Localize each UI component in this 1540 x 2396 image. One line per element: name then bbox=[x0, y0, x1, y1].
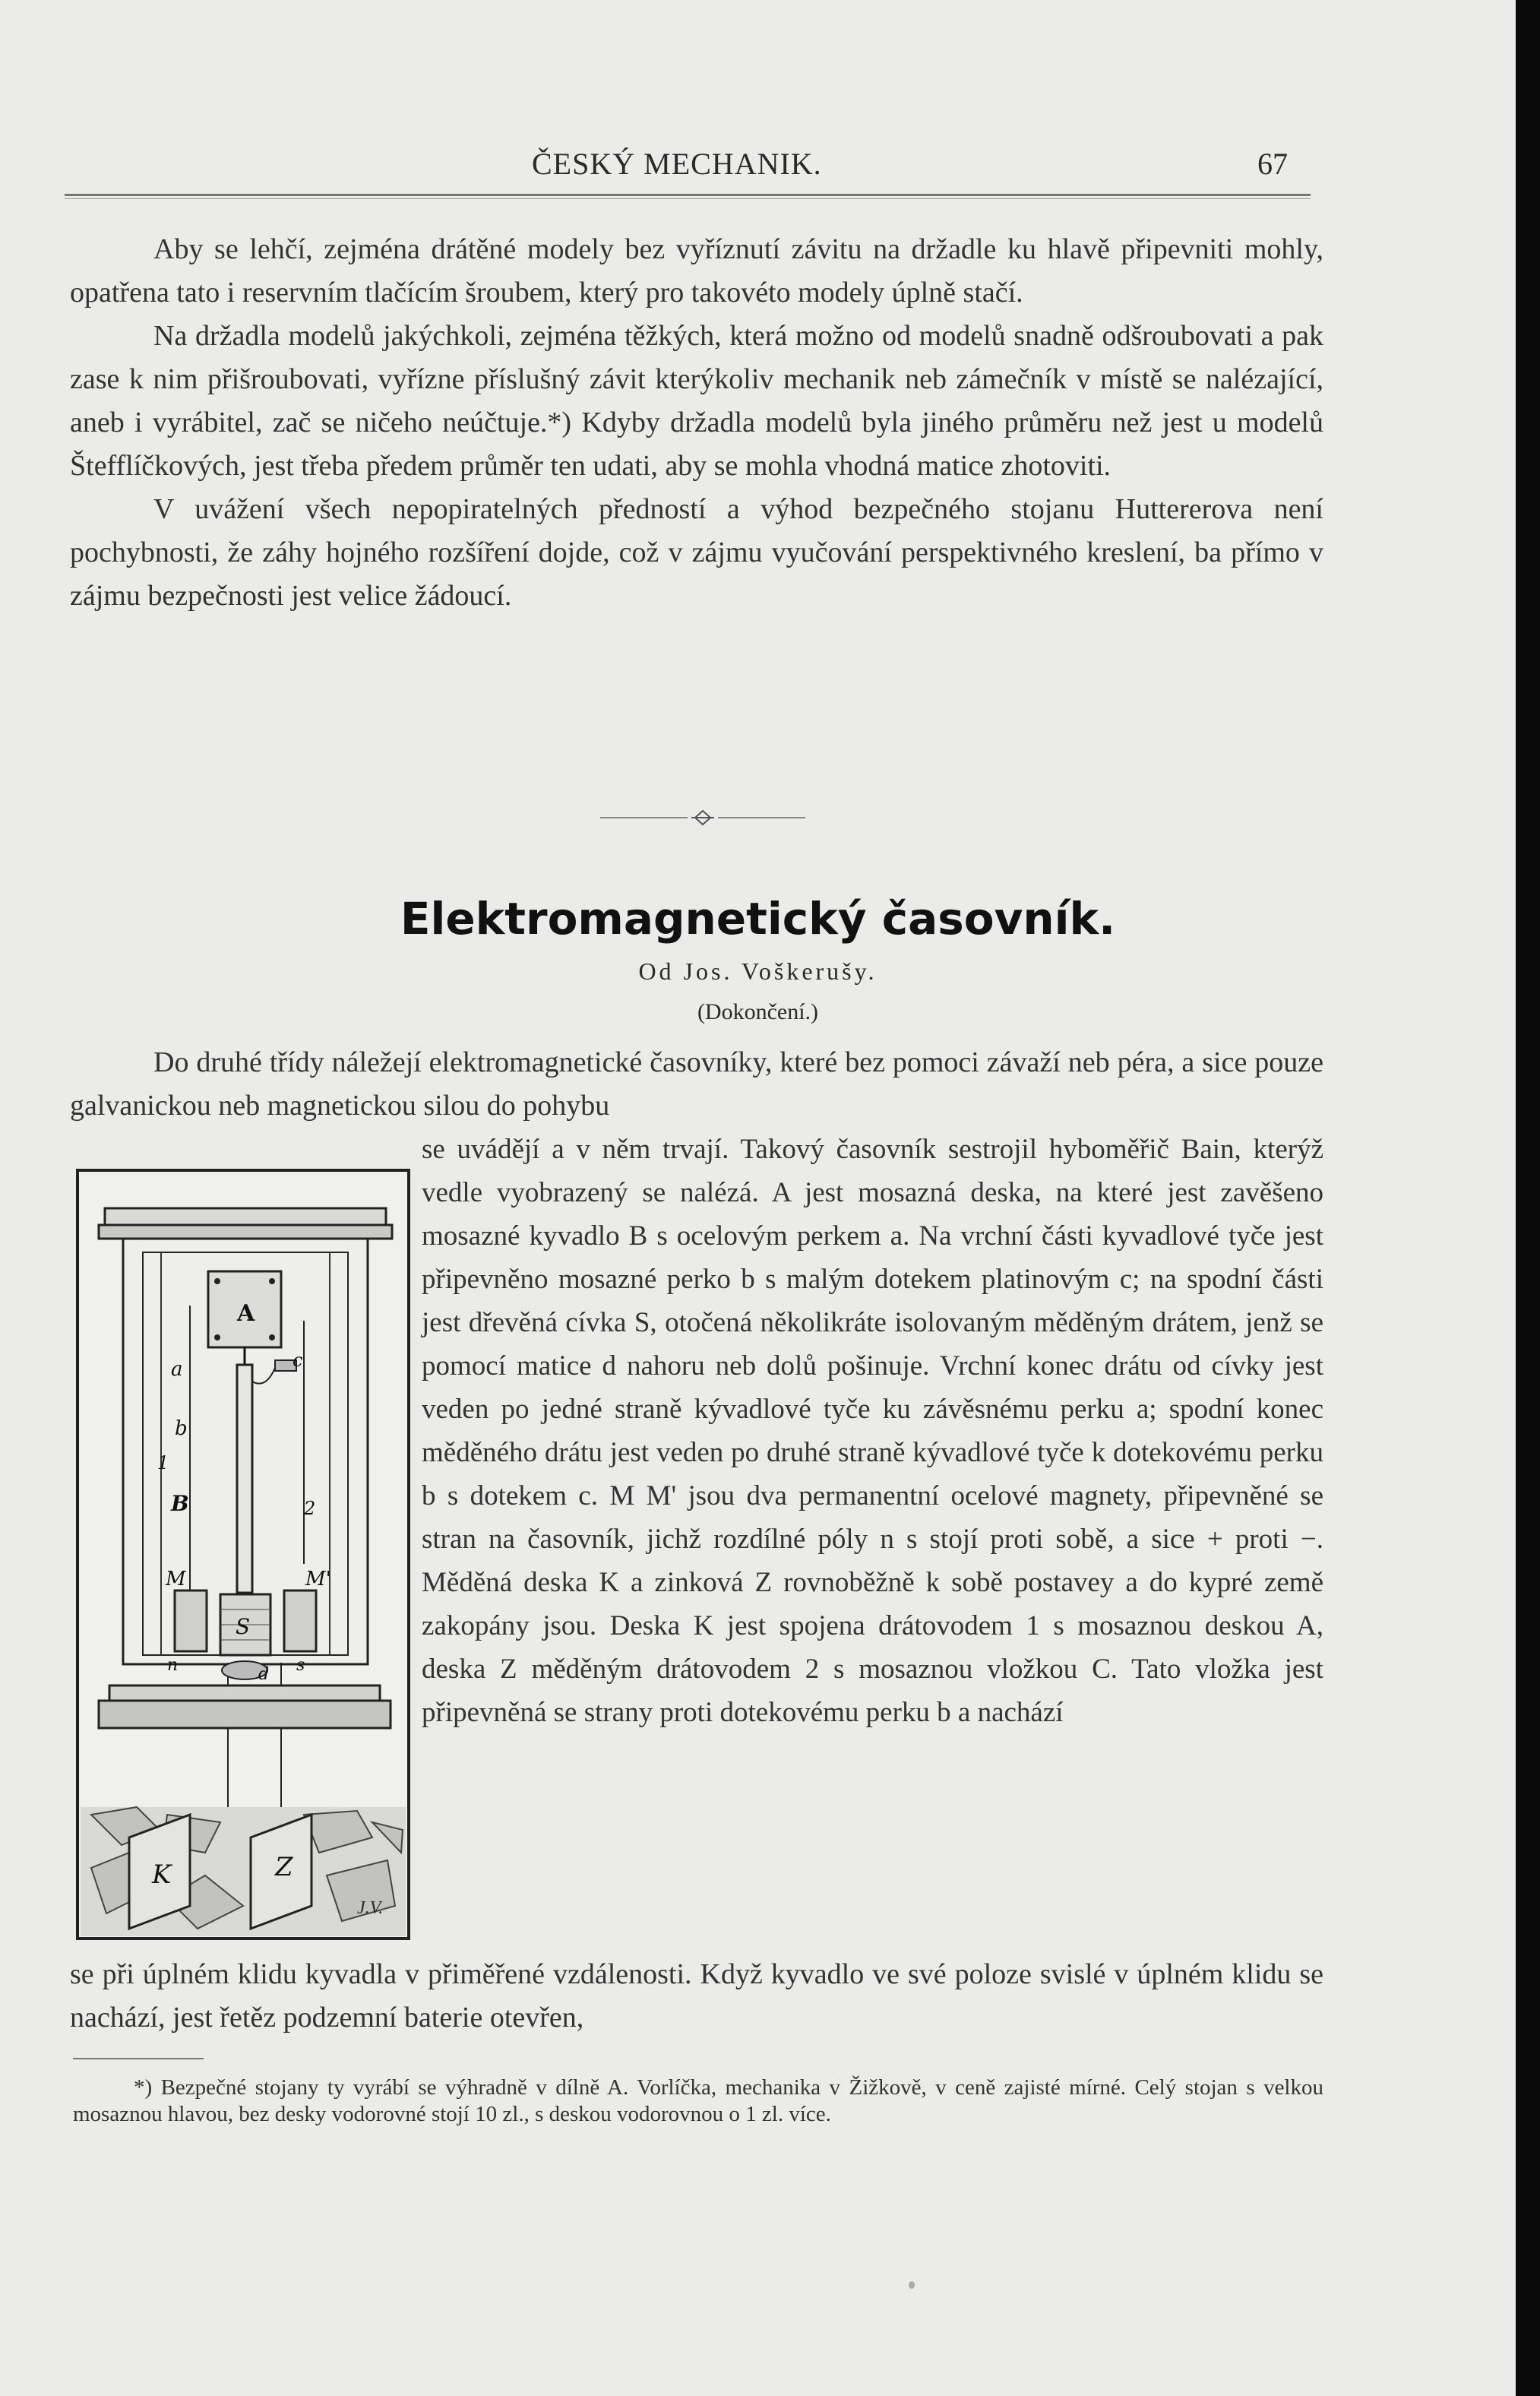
label-wire-1: 1 bbox=[157, 1452, 169, 1473]
article-author: Od Jos. Voškerušy. bbox=[638, 957, 878, 985]
article-wrapped-text: se uvádějí a v něm trvají. Takový časovník sestrojil hyboměřič Bain, kterýž vedle vyobrazený se nalézá. A jest mosazná deska, na které jest zavěšeno mosazné kyvadlo B s ocelovým perkem a. Na vrchní části kyvadlové tyče jest připevněno mosazné perko b s malým dotekem platinovým c; na spodní části jest dřevěná cívka S, otočená několikráte isolovaným měděným drátem, jenž se pomocí matice d nahoru neb dolů pošinuje. Vrchní konec drátu od cívky jest veden po jedné straně kývadlové tyče ku závěsnému perku a; spodní konec měděného drátu jest veden po druhé straně kývadlové tyče k dotekovému perku b s dotekem c. M M' jsou dva permanentní ocelové magnety, připevněné se stran na časovník, jichž rozdílné póly n s stojí proti sobě, a sice + proti −. Měděná deska K a zinková Z rovnoběžně k sobě postavey a do kypré země zakopány jsou. Deska K jest spojena drátovodem 1 s mosaznou deskou A, deska Z měděným drátovodem 2 s mosaznou vložkou C. Tato vložka jest připevněná se strany proti dotekovému perku b a nachází bbox=[422, 1134, 1323, 1728]
label-b: b bbox=[175, 1417, 188, 1440]
previous-article-text bbox=[70, 228, 1323, 618]
label-B: B bbox=[171, 1491, 189, 1516]
page-number: 67 bbox=[1257, 147, 1288, 181]
running-head bbox=[0, 146, 1516, 191]
label-M-prime: M' bbox=[305, 1568, 331, 1590]
figure-signature: J.V. bbox=[357, 1898, 384, 1918]
continued-note: (Dokončení.) bbox=[697, 999, 819, 1024]
paragraph: V uvážení všech nepopiratelných předností a výhod bezpečného stojanu Huttererova není pochybnosti, že záhy hojného rozšíření dojde, což v zájmu vyučování perspektivného kreslení, ba přímo v zájmu bezpečnosti jest velice žádoucí. bbox=[70, 493, 1323, 612]
running-title: ČESKÝ MECHANIK. bbox=[532, 147, 822, 181]
label-K: K bbox=[152, 1860, 172, 1890]
label-S: S bbox=[236, 1614, 251, 1639]
paragraph: Aby se lehčí, zejména drátěné modely bez vyříznutí závitu na držadle ku hlavě připevniti mohly, opatřena tato i reservním tlačícím šroubem, který pro takovéto modely úplně stačí. bbox=[70, 233, 1323, 309]
label-M: M bbox=[166, 1568, 186, 1590]
label-Z: Z bbox=[275, 1852, 293, 1882]
section-ornament bbox=[600, 809, 805, 827]
label-c: c bbox=[293, 1350, 303, 1371]
label-n: n bbox=[167, 1656, 179, 1675]
label-A: A bbox=[237, 1300, 255, 1327]
clock-figure bbox=[76, 1169, 410, 1940]
footnote-text: *) Bezpečné stojany ty vyrábí se výhradně v dílně A. Vorlíčka, mechanika v Žižkově, v ceně zajisté mírné. Celý stojan s velkou mosaznou hlavou, bez desky vodorovné stojí 10 zl., s deskou vodorovnou o 1 zl. více. bbox=[73, 2075, 1323, 2126]
footnote-rule bbox=[73, 2058, 204, 2059]
label-s: s bbox=[296, 1656, 305, 1675]
paragraph: Na držadla modelů jakýchkoli, zejména těžkých, která možno od modelů snadně odšroubovati a pak zase k nim přišroubovati, vyřízne příslušný závit kterýkoliv mechanik neb zámečník v místě se nalézající, aneb i vyrábitel, zač se ničeho neúčtuje.*) Kdyby držadla modelů byla jiného průměru než jest u modelů Štefflíčkových, jest třeba předem průměr ten udati, aby se mohla vhodná matice zhotoviti. bbox=[70, 320, 1323, 482]
article-intro bbox=[70, 1041, 1323, 1128]
paragraph: Do druhé třídy náležejí elektromagnetické časovníky, které bez pomoci závaží neb péra, a sice pouze galvanickou neb magnetickou silou do pohybu bbox=[70, 1046, 1323, 1122]
header-rule bbox=[65, 194, 1311, 199]
label-a: a bbox=[171, 1358, 183, 1381]
label-d: d bbox=[258, 1665, 270, 1684]
label-wire-2: 2 bbox=[304, 1498, 316, 1519]
footnote bbox=[73, 2075, 1323, 2128]
specks bbox=[909, 2281, 915, 2289]
article-title: Elektromagnetický časovník. bbox=[400, 893, 1116, 945]
article-continuation: se při úplném klidu kyvadla v přiměřené vzdálenosti. Když kyvadlo ve své poloze svislé v úplném klidu se nachází, jest řetěz podzemní baterie otevřen, bbox=[70, 1958, 1323, 2034]
